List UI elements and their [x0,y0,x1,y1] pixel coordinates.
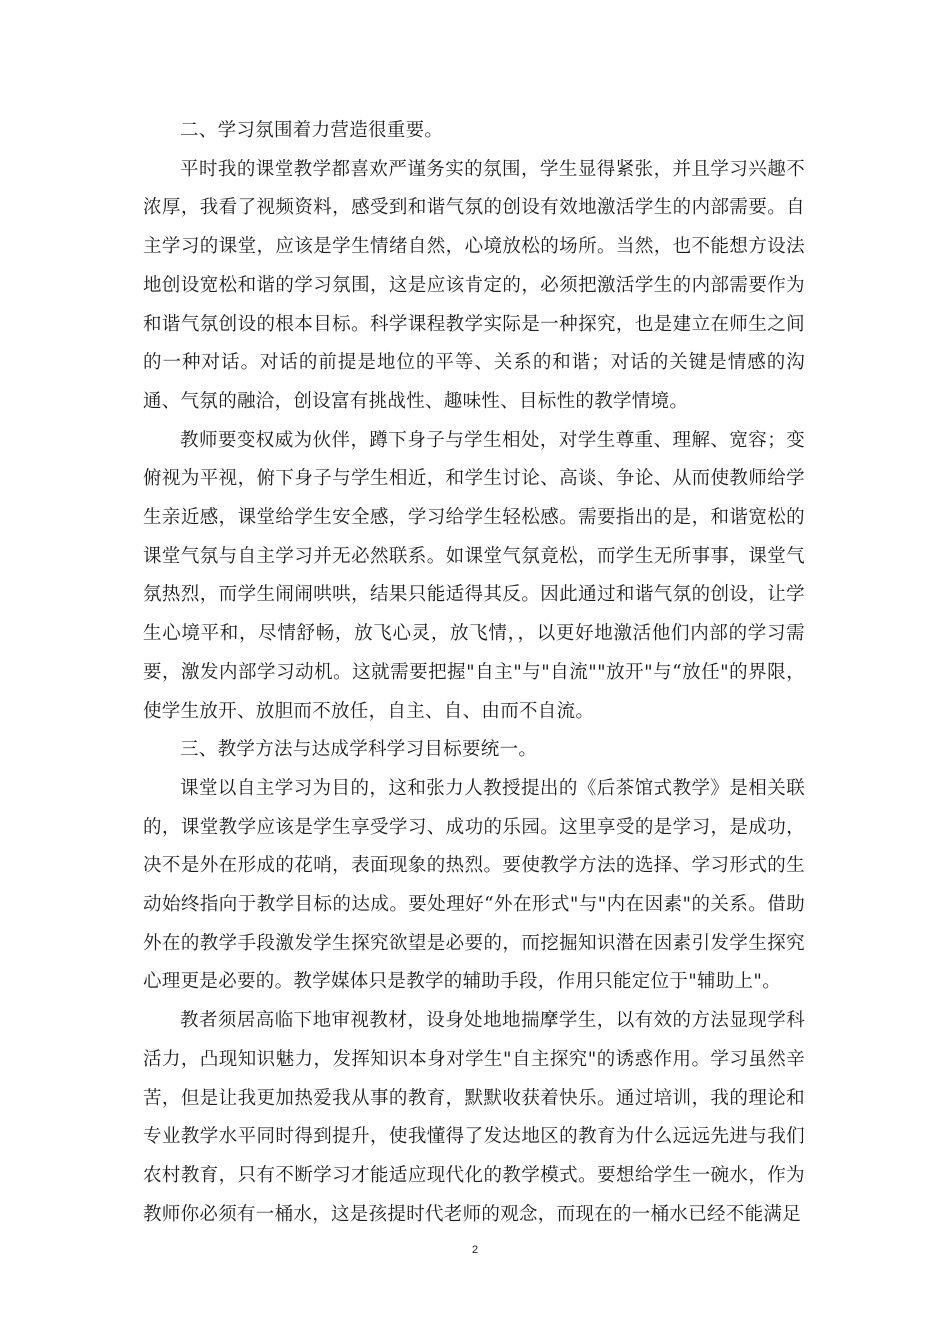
section-heading-2: 二、学习氛围着力营造很重要。 [180,120,444,141]
body-paragraph: 教者须居高临下地审视教材，设身处地地揣摩学生，以有效的方法显现学科活力，凸现知识魅力，发挥知识本身对学生"自主探究"的诱惑作用。学习虽然辛苦，但是让我更加热爱我从事的教育，默默收获着快乐。通过培训，我的理论和专业教学水平同时得到提升，使我懂得了发达地区的教育为什么远远先进与我们农村教育，只有不断学习才能适应现代化的教学模式。要想给学生一碗水，作为教师你必须有一桶水，这是孩提时代老师的观念，而现在的一桶水已经不能满足 [143,1010,805,1225]
section-heading-3: 三、教学方法与达成学科学习目标要统一。 [180,739,538,761]
body-paragraph: 平时我的课堂教学都喜欢严谨务实的氛围，学生显得紧张，并且学习兴趣不浓厚，我看了视频资料，感受到和谐气氛的创设有效地激活学生的内部需要。自主学习的课堂，应该是学生情绪自然，心境放松的场所。当然，也不能想方设法地创设宽松和谐的学习氛围，这是应该肯定的，必须把激活学生的内部需要作为和谐气氛创设的根本目标。科学课程教学实际是一种探究，也是建立在师生之间的一种对话。对话的前提是地位的平等、关系的和谐；对话的关键是情感的沟通、气氛的融洽，创设富有挑战性、趣味性、目标性的教学情境。 [143,158,805,412]
document-body [143,112,805,1234]
body-paragraph: 课堂以自主学习为目的，这和张力人教授提出的《后茶馆式教学》是相关联的，课堂教学应该是学生享受学习、成功的乐园。这里享受的是学习，是成功，决不是外在形成的花哨，表面现象的热烈。要使教学方法的选择、学习形式的生动始终指向于教学目标的达成。要处理好“外在形式"与"内在因素"的关系。借助外在的教学手段激发学生探究欲望是必要的，而挖掘知识潜在因素引发学生探究心理更是必要的。教学媒体只是教学的辅助手段，作用只能定位于"辅助上"。 [143,777,805,993]
body-paragraph: 教师要变权威为伙伴，蹲下身子与学生相处，对学生尊重、理解、宽容；变俯视为平视，俯下身子与学生相近，和学生讨论、高谈、争论、从而使教师给学生亲近感，课堂给学生安全感，学习给学生轻松感。需要指出的是，和谐宽松的课堂气氛与自主学习并无必然联系。如课堂气氛竟松，而学生无所事事，课堂气氛热烈，而学生闹闹哄哄，结果只能适得其反。因此通过和谐气氛的创设，让学生心境平和，尽情舒畅，放飞心灵，放飞情，，以更好地激活他们内部的学习需要，激发内部学习动机。这就需要把握"自主"与"自流""放开"与“放任"的界限，使学生放开、放胆而不放任，自主、自、由而不自流。 [143,429,805,722]
page-number: 2 [471,1244,479,1256]
